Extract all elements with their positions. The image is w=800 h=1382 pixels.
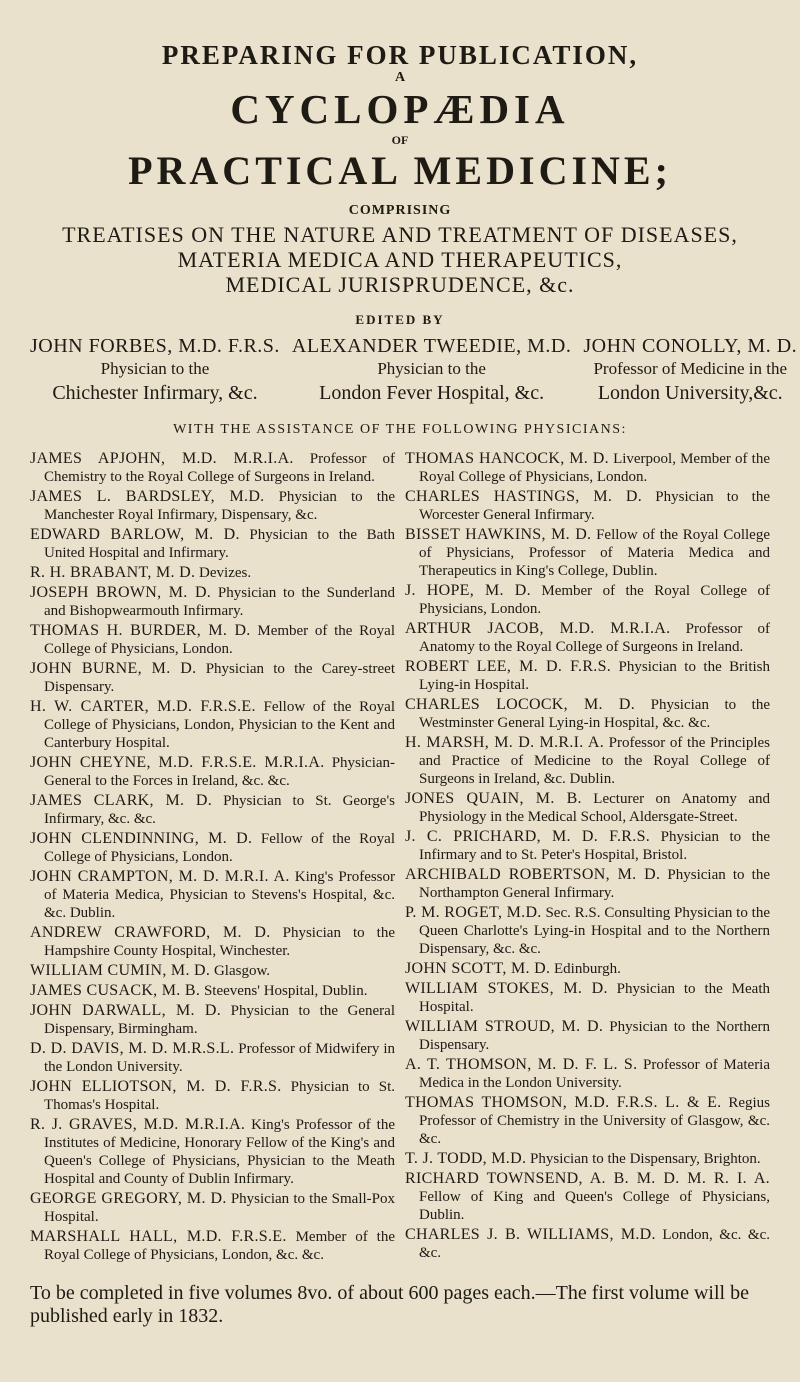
physician-entry xyxy=(30,830,395,866)
physician-name: JOHN SCOTT, M. D. xyxy=(405,960,551,977)
physician-entry xyxy=(405,696,770,732)
medical-line: MEDICAL JURISPRUDENCE, &c. xyxy=(225,272,575,297)
physician-description: Physician to the Meath Hospital. xyxy=(419,981,770,1015)
physician-description: Physician to the Northampton General Infirmary. xyxy=(419,867,770,901)
materia-line: MATERIA MEDICA AND THERAPEUTICS, xyxy=(177,247,623,272)
physician-name: JOHN BURNE, M. D. xyxy=(30,660,197,677)
physician-name: ROBERT LEE, M. D. F.R.S. xyxy=(405,658,612,675)
physician-name: WILLIAM STROUD, M. D. xyxy=(405,1018,604,1035)
editors xyxy=(30,335,798,406)
physician-description: Professor of the Principles and Practice of Medicine to the Royal College of Surgeons in Ireland, &c. Dublin. xyxy=(419,735,770,787)
physician-entry xyxy=(405,1056,770,1092)
physician-entry xyxy=(30,1002,395,1038)
physician-entry xyxy=(30,1116,395,1188)
physician-description: Regius Professor of Chemistry in the University of Glasgow, &c. &c. xyxy=(419,1095,770,1147)
physician-description: Physician to the Bath United Hospital and Infirmary. xyxy=(44,527,396,561)
physician-name: BISSET HAWKINS, M. D. xyxy=(405,526,592,543)
physician-name: J. HOPE, M. D. xyxy=(405,582,531,599)
physician-description: Physician to the Infirmary and to St. Peter's Hospital, Bristol. xyxy=(419,829,770,863)
physician-entry xyxy=(405,620,770,656)
physician-name: JOHN CHEYNE, M.D. F.R.S.E. M.R.I.A. xyxy=(30,754,325,771)
physicians-left-column xyxy=(30,450,395,1266)
physician-description: Professor of Anatomy to the Royal College of Surgeons in Ireland. xyxy=(419,621,770,655)
treatises-line: TREATISES ON THE NATURE AND TREATMENT OF DISEASES, xyxy=(62,222,738,247)
physician-entry xyxy=(405,582,770,618)
physician-entry xyxy=(405,526,770,580)
physician-description: Physician to the British Lying-in Hospital. xyxy=(419,659,770,693)
physician-entry xyxy=(30,962,395,980)
physician-name: WILLIAM STOKES, M. D. xyxy=(405,980,608,997)
physician-description: Physician to St. Thomas's Hospital. xyxy=(44,1079,396,1113)
physician-entry xyxy=(30,660,395,696)
physician-description: Physician to the General Dispensary, Birmingham. xyxy=(44,1003,396,1037)
physician-description: Member of the Royal College of Physicians, London. xyxy=(419,583,770,617)
editor-position: Physician to the xyxy=(377,359,486,378)
editor-tweedie xyxy=(292,335,571,406)
physician-name: ARCHIBALD ROBERTSON, M. D. xyxy=(405,866,661,883)
physician-name: P. M. ROGET, M.D. xyxy=(405,904,542,921)
physician-description: Professor of Materia Medica in the London University. xyxy=(419,1057,771,1091)
physician-description: Physician to the Dispensary, Brighton. xyxy=(530,1151,761,1167)
physician-entry xyxy=(30,1078,395,1114)
physician-description: Physician to the Manchester Royal Infirmary, Dispensary, &c. xyxy=(44,489,396,523)
physician-entry xyxy=(30,450,395,486)
edited-by-label: EDITED BY xyxy=(355,312,445,327)
physician-description: Liverpool, Member of the Royal College of Physicians, London. xyxy=(419,451,771,485)
physician-name: H. W. CARTER, M.D. F.R.S.E. xyxy=(30,698,256,715)
physician-name: R. H. BRABANT, M. D. xyxy=(30,564,196,581)
physician-name: JOSEPH BROWN, M. D. xyxy=(30,584,212,601)
physician-description: Glasgow. xyxy=(213,963,271,979)
editor-forbes xyxy=(30,335,280,406)
physician-description: Edinburgh. xyxy=(554,961,621,977)
physician-name: THOMAS H. BURDER, M. D. xyxy=(30,622,251,639)
physician-entry xyxy=(405,1226,770,1262)
physician-description: Sec. R.S. Consulting Physician to the Queen Charlotte's Lying-in Hospital and to the Northern Dispensary, &c. &c. xyxy=(419,905,770,957)
physician-description: Physician to the Westminster General Lying-in Hospital, &c. &c. xyxy=(419,697,770,731)
physician-description: Physician to the Hampshire County Hospital, Winchester. xyxy=(44,925,396,959)
physician-description: Physician to the Sunderland and Bishopwearmouth Infirmary. xyxy=(44,585,395,619)
preparing-heading: PREPARING FOR PUBLICATION, xyxy=(161,40,639,70)
physician-name: CHARLES J. B. WILLIAMS, M.D. xyxy=(405,1226,656,1243)
physician-name: JOHN CLENDINNING, M. D. xyxy=(30,830,253,847)
physician-name: ANDREW CRAWFORD, M. D. xyxy=(30,924,271,941)
physician-entry xyxy=(405,1170,770,1224)
physician-description: Steevens' Hospital, Dublin. xyxy=(203,983,368,999)
physicians-right-column xyxy=(405,450,770,1266)
physician-entry xyxy=(405,866,770,902)
physician-name: MARSHALL HALL, M.D. F.R.S.E. xyxy=(30,1228,287,1245)
physician-description: Member of the Royal College of Physicians, London. xyxy=(44,623,396,657)
physician-name: D. D. DAVIS, M. D. M.R.S.L. xyxy=(30,1040,235,1057)
physician-name: EDWARD BARLOW, M. D. xyxy=(30,526,240,543)
physician-name: H. MARSH, M. D. M.R.I. A. xyxy=(405,734,605,751)
physician-entry xyxy=(405,790,770,826)
physician-description: Fellow of the Royal College of Physicians, Professor of Materia Medica and Therapeutics in King's College, Dublin. xyxy=(419,527,770,579)
physician-name: JAMES L. BARDSLEY, M.D. xyxy=(30,488,265,505)
editor-name: JOHN CONOLLY, M. D. xyxy=(583,335,798,357)
physician-name: JONES QUAIN, M. B. xyxy=(405,790,582,807)
main-title: CYCLOPÆDIA xyxy=(230,86,570,132)
physician-entry xyxy=(30,982,395,1000)
editor-institution: Chichester Infirmary, &c. xyxy=(52,382,258,404)
physician-entry xyxy=(405,980,770,1016)
physician-description: Physician to St. George's Infirmary, &c. &c. xyxy=(44,793,396,827)
physician-description: Fellow of the Royal College of Physicians, London, Physician to the Kent and Canterbury Hospital. xyxy=(44,699,395,751)
physician-name: GEORGE GREGORY, M. D. xyxy=(30,1190,227,1207)
physician-entry xyxy=(30,924,395,960)
physician-entry xyxy=(30,1040,395,1076)
physician-description: Devizes. xyxy=(199,565,252,581)
physician-entry xyxy=(405,828,770,864)
physician-description: Professor of Chemistry to the Royal College of Surgeons in Ireland. xyxy=(44,451,396,485)
comprising-label: COMPRISING xyxy=(348,203,452,218)
physician-description: Lecturer on Anatomy and Physiology in the Medical School, Aldersgate-Street. xyxy=(419,791,771,825)
physician-description: Physician to the Small-Pox Hospital. xyxy=(44,1191,396,1225)
title-of: OF xyxy=(391,133,409,147)
physician-entry xyxy=(405,488,770,524)
physician-entry xyxy=(405,1150,770,1168)
physician-entry xyxy=(30,1228,395,1264)
physician-entry xyxy=(30,488,395,524)
physician-name: T. J. TODD, M.D. xyxy=(405,1150,527,1167)
physician-name: A. T. THOMSON, M. D. F. L. S. xyxy=(405,1056,638,1073)
editor-position: Physician to the xyxy=(100,359,210,378)
article-a: A xyxy=(394,70,406,85)
editor-institution: London University,&c. xyxy=(597,382,783,404)
physician-name: WILLIAM CUMIN, M. D. xyxy=(30,962,211,979)
physician-entry xyxy=(30,584,395,620)
physician-description: Fellow of the Royal College of Physicians, London. xyxy=(44,831,395,865)
physician-name: JAMES CLARK, M. D. xyxy=(30,792,213,809)
physician-name: JAMES APJOHN, M.D. M.R.I.A. xyxy=(30,450,294,467)
physician-entry xyxy=(30,526,395,562)
assistance-heading: WITH THE ASSISTANCE OF THE FOLLOWING PHYSICIANS: xyxy=(173,422,627,437)
physician-name: CHARLES LOCOCK, M. D. xyxy=(405,696,636,713)
physician-entry xyxy=(405,904,770,958)
physician-entry xyxy=(405,960,770,978)
physician-name: CHARLES HASTINGS, M. D. xyxy=(405,488,643,505)
physician-entry xyxy=(405,450,770,486)
physician-name: THOMAS THOMSON, M.D. F.R.S. L. & E. xyxy=(405,1094,722,1111)
physician-name: R. J. GRAVES, M.D. M.R.I.A. xyxy=(30,1116,246,1133)
physician-entry xyxy=(405,1094,770,1148)
physician-entry xyxy=(30,1190,395,1226)
physician-columns xyxy=(30,450,770,1266)
physician-name: JOHN CRAMPTON, M. D. M.R.I. A. xyxy=(30,868,290,885)
physician-name: J. C. PRICHARD, M. D. F.R.S. xyxy=(405,828,651,845)
subject-title: PRACTICAL MEDICINE; xyxy=(128,148,672,193)
physician-entry xyxy=(405,734,770,788)
physician-description: King's Professor of Materia Medica, Physician to Stevens's Hospital, &c. &c. Dublin. xyxy=(44,869,396,921)
editor-institution: London Fever Hospital, &c. xyxy=(319,382,545,404)
physician-entry xyxy=(30,792,395,828)
physician-description: Physician to the Northern Dispensary. xyxy=(419,1019,770,1053)
physician-description: King's Professor of the Institutes of Medicine, Honorary Fellow of the King's and Queen's College of Physicians, Physician to the Meath Hospital and County of Dublin Infirmary. xyxy=(44,1117,395,1187)
physician-name: RICHARD TOWNSEND, A. B. M. D. M. R. I. A. xyxy=(405,1170,770,1187)
physician-description: Physician to the Worcester General Infirmary. xyxy=(419,489,770,523)
editor-name: JOHN FORBES, M.D. F.R.S. xyxy=(30,335,280,357)
physician-description: Fellow of King and Queen's College of Physicians, Dublin. xyxy=(419,1189,770,1223)
physician-entry xyxy=(405,658,770,694)
editor-name: ALEXANDER TWEEDIE, M.D. xyxy=(291,335,572,357)
physician-entry xyxy=(30,698,395,752)
physician-description: Physician to the Carey-street Dispensary. xyxy=(44,661,396,695)
physician-entry xyxy=(30,564,395,582)
physician-description: Member of the Royal College of Physicians, London, &c. &c. xyxy=(44,1229,396,1263)
physician-entry xyxy=(30,754,395,790)
physician-entry xyxy=(30,622,395,658)
physician-name: JOHN ELLIOTSON, M. D. F.R.S. xyxy=(30,1078,282,1095)
publication-note: To be completed in five volumes 8vo. of about 600 pages each.—The first volume will be published early in 1832. xyxy=(30,1282,749,1327)
physician-description: Physician-General to the Forces in Ireland, &c. &c. xyxy=(44,755,396,789)
editor-position: Professor of Medicine in the xyxy=(593,359,788,378)
physician-name: JOHN DARWALL, M. D. xyxy=(30,1002,222,1019)
physician-name: ARTHUR JACOB, M.D. M.R.I.A. xyxy=(405,620,671,637)
physician-entry xyxy=(30,868,395,922)
physician-name: THOMAS HANCOCK, M. D. xyxy=(405,450,609,467)
physician-name: JAMES CUSACK, M. B. xyxy=(30,982,201,999)
physician-entry xyxy=(405,1018,770,1054)
editor-conolly xyxy=(583,335,797,406)
physician-description: Professor of Midwifery in the London University. xyxy=(44,1041,396,1075)
physician-description: London, &c. &c. &c. xyxy=(419,1227,770,1261)
